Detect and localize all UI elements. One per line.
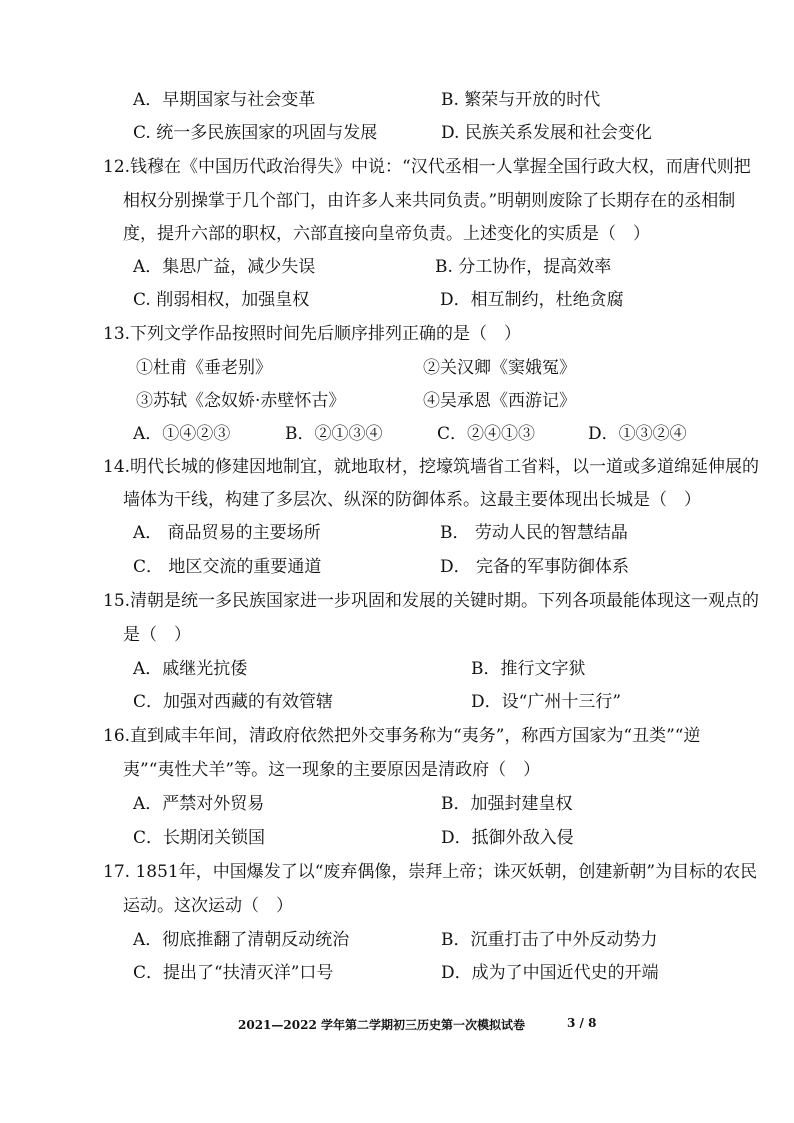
q17-option-b: B．沉重打击了中外反动势力 [441,930,658,950]
q14-option-a: A． 商品贸易的主要场所 [133,523,321,543]
q16-stem-line-2: 夷”“夷性犬羊”等。这一现象的主要原因是清政府（ ） [123,760,541,780]
q16-option-c: C．长期闭关锁国 [133,828,266,848]
q14-stem-line-2: 墙体为干线，构建了多层次、纵深的防御体系。这最主要体现出长城是（ ） [123,490,701,510]
q17-stem-line-1: 17. 1851年，中国爆发了以“废弃偶像，崇拜上帝；诛灭妖朝，创建新朝”为目标的农民 [103,862,758,882]
q15-stem-line-2: 是（ ） [123,625,191,645]
q16-option-a: A．严禁对外贸易 [133,794,265,814]
q15-option-d: D．设“广州十三行” [471,692,622,712]
q16-stem-line-1: 16.直到咸丰年间，清政府依然把外交事务称为“夷务”，称西方国家为“丑类”“逆 [103,726,701,746]
q11-option-d: D. 民族关系发展和社会变化 [441,123,652,143]
page-number: 3 / 8 [567,1016,597,1030]
q15-stem-line-1: 15.清朝是统一多民族国家进一步巩固和发展的关键时期。下列各项最能体现这一观点的 [103,591,760,611]
q16-option-d: D．抵御外敌入侵 [441,828,574,848]
q12-option-b: B. 分工协作，提高效率 [435,257,612,277]
q17-option-c: C．提出了“扶清灭洋”口号 [133,963,334,983]
q12-stem-line-3: 度，提升六部的职权，六部直接向皇帝负责。上述变化的实质是（ ） [123,224,650,244]
q14-option-b: B． 劳动人民的智慧结晶 [440,523,628,543]
q17-option-a: A．彻底推翻了清朝反动统治 [133,930,350,950]
q13-stem: 13.下列文学作品按照时间先后顺序排列正确的是（ ） [103,324,522,344]
q11-option-a: A．早期国家与社会变革 [133,90,316,110]
q14-stem-line-1: 14.明代长城的修建因地制宜，就地取材，挖壕筑墙省工省料，以一道或多道绵延伸展的 [103,457,760,477]
q13-option-d: D．①③②④ [588,424,687,444]
q13-option-c: C．②④①③ [437,424,536,444]
q12-option-d: D．相互制约，杜绝贪腐 [440,290,624,310]
q13-item-1: ①杜甫《垂老别》 [136,358,272,378]
q15-option-b: B．推行文字狱 [471,659,586,679]
q11-option-b: B. 繁荣与开放的时代 [441,90,601,110]
q14-option-c: C． 地区交流的重要通道 [133,557,322,577]
q13-option-a: A．①④②③ [133,424,231,444]
q12-stem-line-1: 12.钱穆在《中国历代政治得失》中说：“汉代丞相一人掌握全国行政大权，而唐代则把 [103,157,751,177]
q13-item-2: ②关汉卿《窦娥冤》 [423,358,576,378]
q12-option-c: C. 削弱相权，加强皇权 [133,290,310,310]
q17-option-d: D．成为了中国近代史的开端 [441,963,659,983]
q13-item-3: ③苏轼《念奴娇·赤壁怀古》 [136,391,346,411]
q12-option-a: A．集思广益，减少失误 [133,257,316,277]
q11-option-c: C. 统一多民族国家的巩固与发展 [133,123,378,143]
q16-option-b: B．加强封建皇权 [441,794,573,814]
q15-option-a: A．戚继光抗倭 [133,659,248,679]
exam-title: 2021—2022 学年第二学期初三历史第一次模拟试卷 [238,1018,525,1032]
q15-option-c: C．加强对西藏的有效管辖 [133,692,334,712]
q14-option-d: D． 完备的军事防御体系 [440,557,630,577]
q13-option-b: B．②①③④ [285,424,383,444]
q12-stem-line-2: 相权分别操掌于几个部门，由许多人来共同负责。”明朝则废除了长期存在的丞相制 [123,191,736,211]
q17-stem-line-2: 运动。这次运动（ ） [123,896,293,916]
q13-item-4: ④吴承恩《西游记》 [423,391,576,411]
